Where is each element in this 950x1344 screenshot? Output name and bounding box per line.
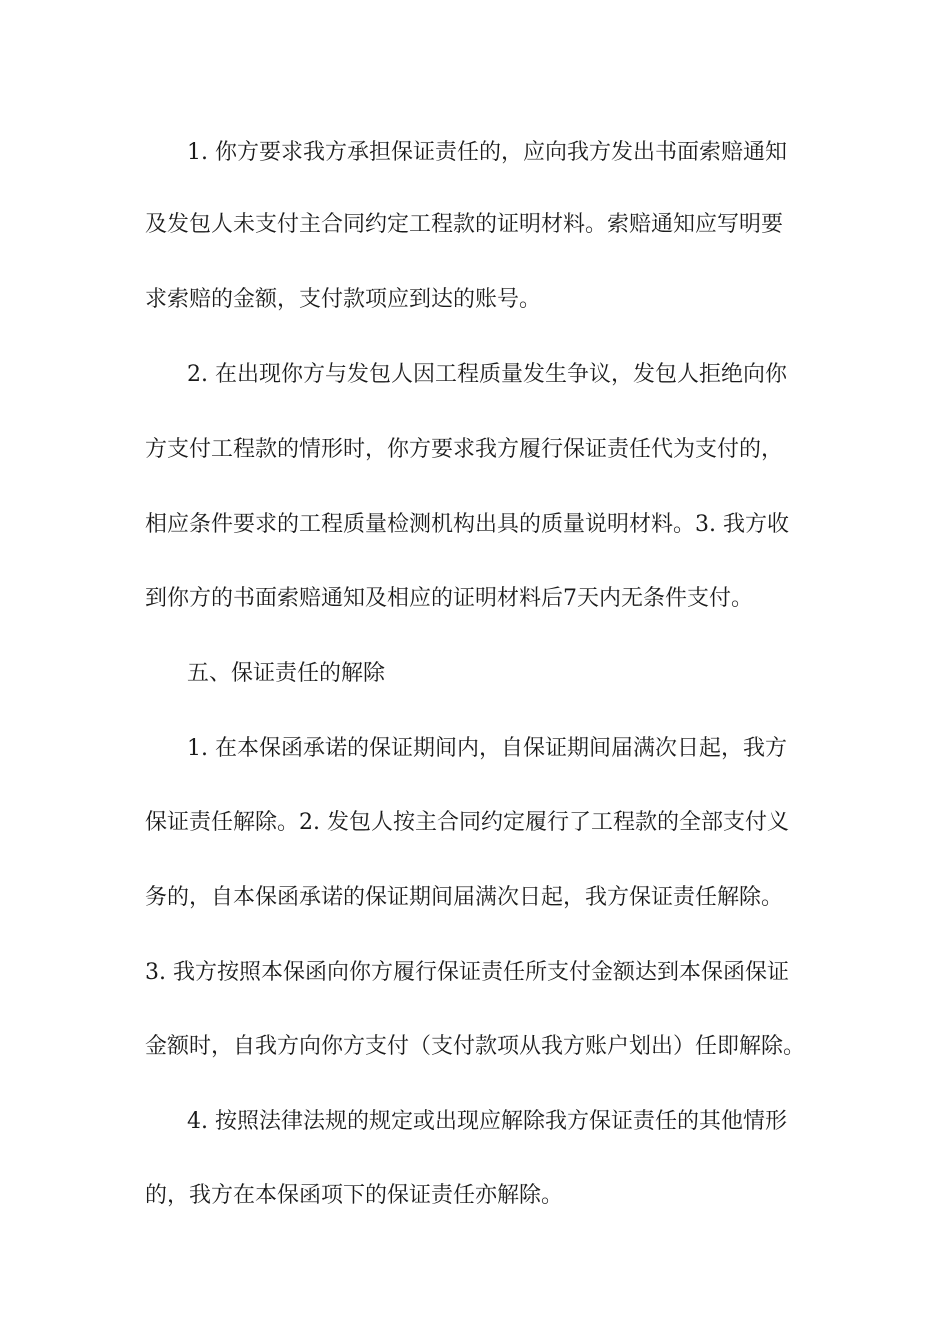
release-clause-4-line-2: 的，我方在本保函项下的保证责任亦解除。 bbox=[145, 1183, 564, 1208]
claim-clause-1-line-3: 求索赔的金额，支付款项应到达的账号。 bbox=[145, 287, 542, 312]
claim-clause-2-line-2: 方支付工程款的情形时，你方要求我方履行保证责任代为支付的， bbox=[145, 437, 784, 462]
claim-clause-2-line-1: 2. 在出现你方与发包人因工程质量发生争议，发包人拒绝向你 bbox=[187, 362, 787, 387]
release-clause-3-line-1: 3. 我方按照本保函向你方履行保证责任所支付金额达到本保函保证 bbox=[145, 960, 789, 985]
release-clause-4-line-1: 4. 按照法律法规的规定或出现应解除我方保证责任的其他情形 bbox=[187, 1109, 787, 1134]
release-clause-2-line-2: 务的，自本保函承诺的保证期间届满次日起，我方保证责任解除。 bbox=[145, 885, 784, 910]
claim-clause-3-line-1: 到你方的书面索赔通知及相应的证明材料后7天内无条件支付。 bbox=[145, 586, 753, 611]
release-clause-1-line-1: 1. 在本保函承诺的保证期间内，自保证期间届满次日起，我方 bbox=[187, 736, 787, 761]
release-clause-3-line-2: 金额时，自我方向你方支付（支付款项从我方账户划出）任即解除。 bbox=[145, 1034, 806, 1059]
claim-clause-2-line-3: 相应条件要求的工程质量检测机构出具的质量说明材料。3. 我方收 bbox=[145, 512, 789, 537]
release-clause-1-line-2: 保证责任解除。2. 发包人按主合同约定履行了工程款的全部支付义 bbox=[145, 810, 789, 835]
claim-clause-1-line-1: 1. 你方要求我方承担保证责任的，应向我方发出书面索赔通知 bbox=[187, 140, 787, 165]
claim-clause-1-line-2: 及发包人未支付主合同约定工程款的证明材料。索赔通知应写明要 bbox=[145, 212, 784, 237]
section-heading-5: 五、保证责任的解除 bbox=[187, 661, 386, 686]
